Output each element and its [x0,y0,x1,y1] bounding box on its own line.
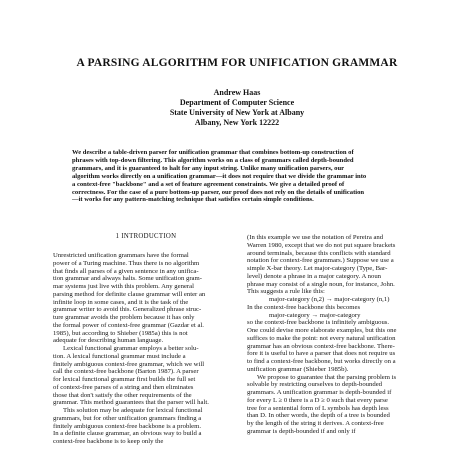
body-text-line: Lexical functional grammar employs a better solu- [63,345,199,352]
body-text-line: tion. A lexical functional grammar must include a [53,352,186,360]
body-text-line: so the context-free backbone is infinitely ambiguous. [247,319,390,327]
body-text-line: of context-free parses of a string and then eliminates [53,383,194,391]
body-text-line: context-free backbone is to keep only the [53,438,164,445]
abstract-line: grammars, and it is guaranteed to halt for any input string. Unlike many unification parsers, our [72,164,345,172]
abstract-line: a context-free "backbone" and a set of feature agreement constraints. We give a detailed proof of [72,180,345,188]
body-text-line: In a definite clause grammar, an obvious way to build a [53,430,202,438]
abstract-line: We describe a table-driven parser for unification grammar that combines bottom-up construction of [72,149,354,156]
body-text-line: tion grammar and always halts. Some unification gram- [53,275,202,283]
body-text-line: grammar has an obvious context-free backbone. There- [247,342,395,350]
abstract-line: algorithm works directly on a unification grammar—it does not require that we divide the grammar into [72,172,367,180]
body-text-line: the formal power of context-free grammar (Gazdar et al. [53,321,204,329]
body-text-line: Warren 1980, except that we do not put square brackets [247,241,396,249]
body-text-line: than D. In other words, the depth of a tree is bounded [247,412,390,420]
body-text-line: tree for a sentential form of L symbols has depth less [247,404,389,412]
body-text-line: grammar is depth-bounded if and only if [247,427,356,435]
body-text-line: This suggests a rule like this: [247,288,325,296]
body-text-line: level) denote a phrase in a major category. A noun [247,272,382,280]
body-text-line: We propose to guarantee that the parsing problem is [257,373,397,381]
body-text-line: those that don't satisfy the other requirements of the [53,391,192,399]
abstract [72,149,402,204]
body-text-line: ture grammar avoids the problem because it has only [53,314,195,321]
right-column [247,234,425,436]
body-text-line: finitely ambiguous context-free grammar, which we will [53,360,205,368]
body-text-line: grammars. A unification grammar is depth-bounded if [247,389,392,396]
abstract-line: —it works for any pattern-matching technique that satisfies certain simple conditions. [72,196,314,204]
affiliation-line: State University of New York at Albany [169,108,305,117]
body-text-line: that finds all parses of a given sentence in any unifica- [53,267,199,275]
body-text-line: grammar. This method guarantees that the parser will halt. [53,399,209,407]
body-text-line: notation for context-free grammars.) Suppose we use a [247,257,394,265]
body-text-line: around terminals, because this conflicts with standard [247,249,391,257]
body-text-line: Unrestricted unification grammars have the formal [53,252,189,259]
body-text-line: major-category → major-category [269,311,361,319]
author-block [0,88,474,128]
body-text-line: infinite loop in some cases, and it is the task of the [53,298,189,306]
body-text-line: by the length of the string it derives. A context-free [247,420,384,427]
abstract-line: phrases with top-down filtering. This algorithm works on a class of grammars called depth-bounded [72,156,354,164]
body-text-line: In the context-free backbone this becomes [247,303,361,311]
author-name: Andrew Haas [213,88,261,97]
body-text-line: mar systems just live with this problem. Any general [53,283,194,290]
body-text-line: fore it is useful to have a parser that does not require us [247,350,396,358]
left-column [53,252,239,446]
body-text-line: for every L ≥ 0 there is a D ≥ 0 such that every parse [247,396,388,404]
body-text-line: suffices to make the point: not every natural unification [247,334,396,342]
body-text-line: unification grammar (Shieber 1985b). [247,365,349,373]
body-text-line: parsing method for definite clause grammar will enter an [53,290,206,298]
affiliation-line: Department of Computer Science [179,98,295,107]
body-text-line: call the context-free backbone (Barton 1987). A parser [53,368,199,376]
section-heading: 1 INTRODUCTION [115,233,177,240]
body-text-line: to find a context-free backbone, but works directly on a [247,358,396,365]
body-text-line: One could devise more elaborate examples, but this one [247,327,397,334]
body-text-line: 1985), but according to Shieber (1985a) this is not [53,329,188,337]
body-text-line: grammar writer to avoid this. Generalized phrase struc- [53,306,202,314]
body-text-line: finitely ambiguous context-free backbone is a problem. [53,422,202,430]
body-text-line: solvable by restricting ourselves to depth-bounded [247,381,383,389]
body-text-line: simple X-bar theory. Let major-category (Type, Bar- [247,265,388,272]
body-text-line: for lexical functional grammar first builds the full set [53,376,196,383]
body-text-line: This solution may be adequate for lexical functional [63,407,203,414]
body-text-line: grammars, but for other unification grammars finding a [53,414,202,422]
abstract-line: correctness. For the case of a pure bottom-up parser, our proof does not rely on the details of unification [72,188,365,196]
paper-title: A PARSING ALGORITHM FOR UNIFICATION GRAMMAR [76,57,398,69]
body-text-line: (In this example we use the notation of Pereira and [247,234,384,241]
body-text-line: adequate for describing human language. [53,337,164,345]
body-text-line: power of a Turing machine. Thus there is no algorithm [53,259,200,267]
affiliation-line: Albany, New York 12222 [194,118,280,127]
body-text-line: major-category (n,2) → major-category (n,1) [269,296,390,303]
body-text-line: phrase may consist of a single noun, for instance, John. [247,280,395,288]
